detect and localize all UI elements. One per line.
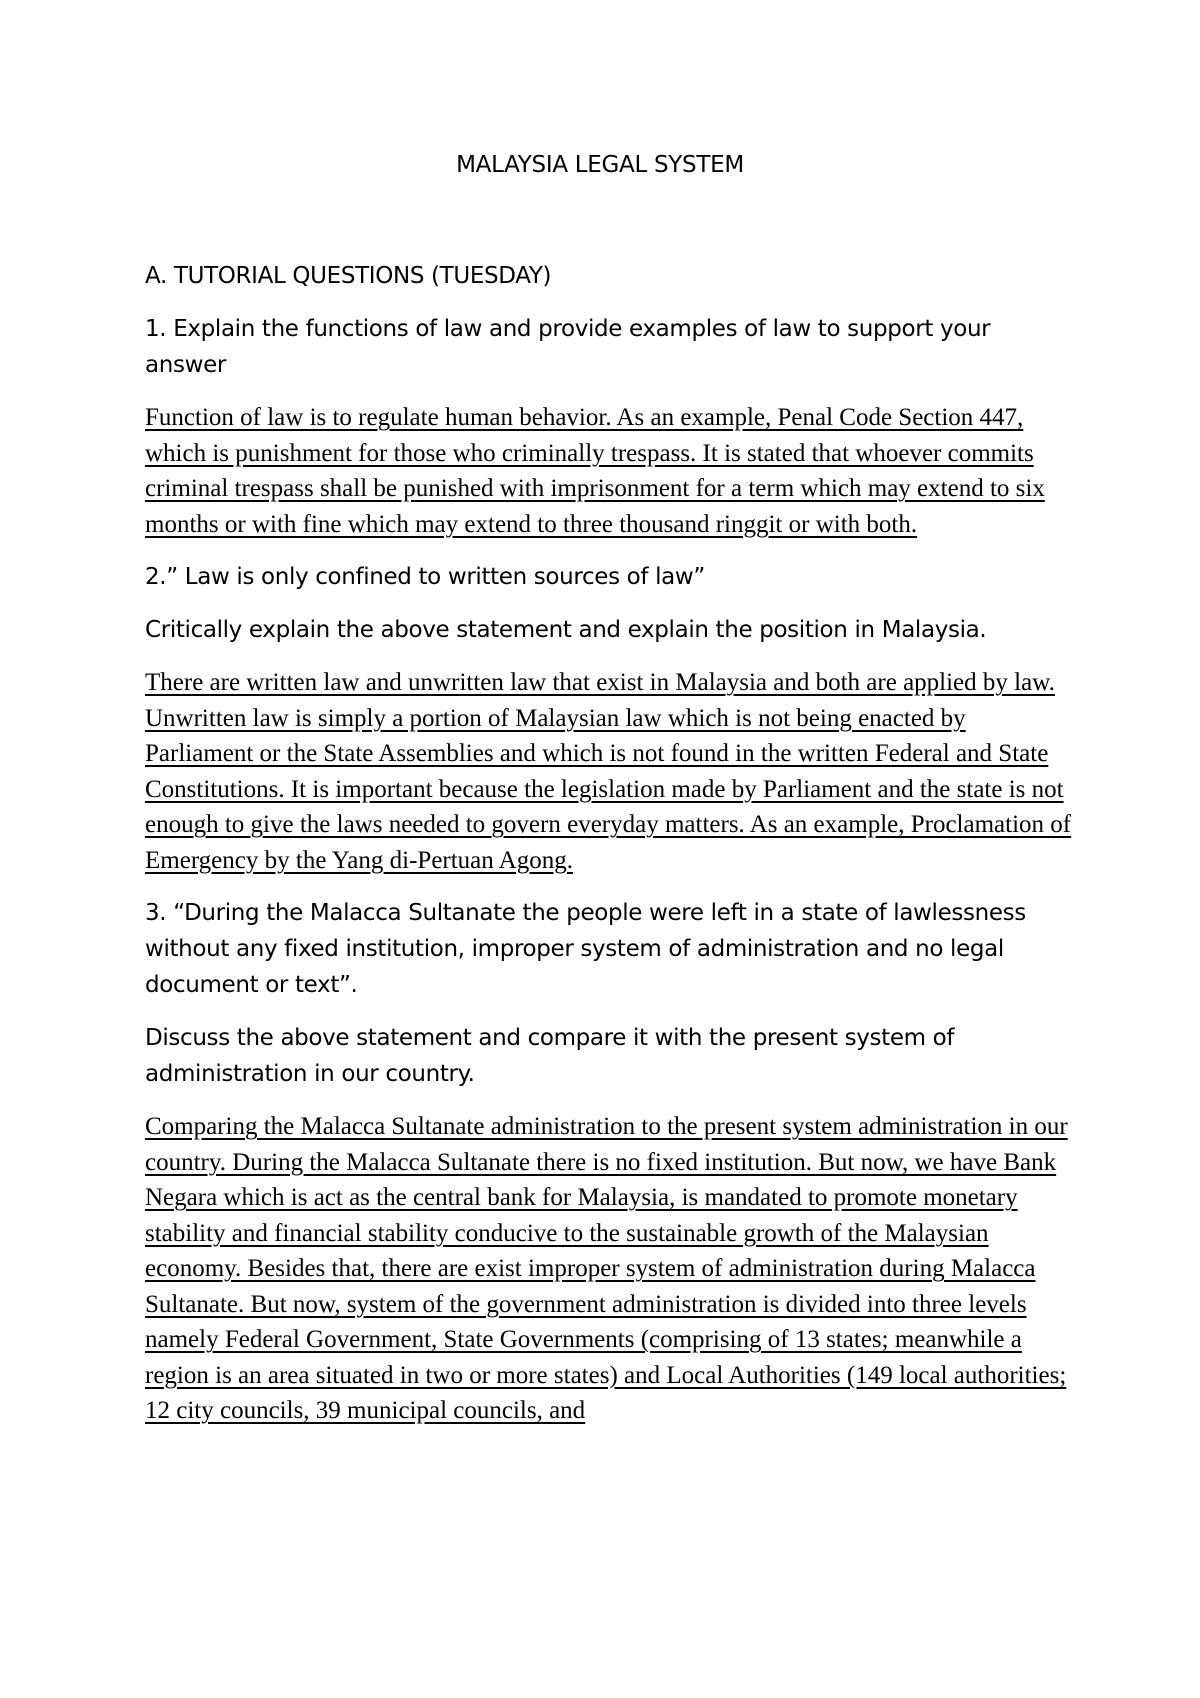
- question-2-instruction: Critically explain the above statement and explain the position in Malaysia.: [145, 617, 987, 643]
- section-heading: A. TUTORIAL QUESTIONS (TUESDAY): [145, 263, 552, 289]
- question-2-statement: 2.” Law is only confined to written sources of law”: [145, 564, 705, 590]
- answer-1: Function of law is to regulate human behavior. As an example, Penal Code Section 447, which is punishment for those who criminally trespass. It is stated that whoever commits criminal trespass shall be punished with imprisonment for a term which may extend to six months or with fine which may extend to three thousand ringgit or with both.: [145, 404, 1045, 538]
- document-title: MALAYSIA LEGAL SYSTEM: [456, 152, 744, 178]
- document-body: [145, 258, 1075, 1446]
- question-3-statement: 3. “During the Malacca Sultanate the people were left in a state of lawlessness without any fixed institution, improper system of administration and no legal document or text”.: [145, 900, 1026, 998]
- answer-2: There are written law and unwritten law that exist in Malaysia and both are applied by law. Unwritten law is simply a portion of Malaysian law which is not being enacted by Parliament or the State Assemblies and which is not found in the written Federal and State Constitutions. It is important because the legislation made by Parliament and the state is not enough to give the laws needed to govern everyday matters. As an example, Proclamation of Emergency by the Yang di-Pertuan Agong.: [145, 669, 1072, 874]
- question-1: 1. Explain the functions of law and provide examples of law to support your answer: [145, 316, 991, 378]
- answer-3: Comparing the Malacca Sultanate administration to the present system administration in our country. During the Malacca Sultanate there is no fixed institution. But now, we have Bank Negara which is act as the central bank for Malaysia, is mandated to promote monetary stability and financial stability conducive to the sustainable growth of the Malaysian economy. Besides that, there are exist improper system of administration during Malacca Sultanate. But now, system of the government administration is divided into three levels namely Federal Government, State Governments (comprising of 13 states; meanwhile a region is an area situated in two or more states) and Local Authorities (149 local authorities; 12 city councils, 39 municipal councils, and: [145, 1113, 1068, 1424]
- question-3-instruction: Discuss the above statement and compare it with the present system of administration in our country.: [145, 1025, 955, 1087]
